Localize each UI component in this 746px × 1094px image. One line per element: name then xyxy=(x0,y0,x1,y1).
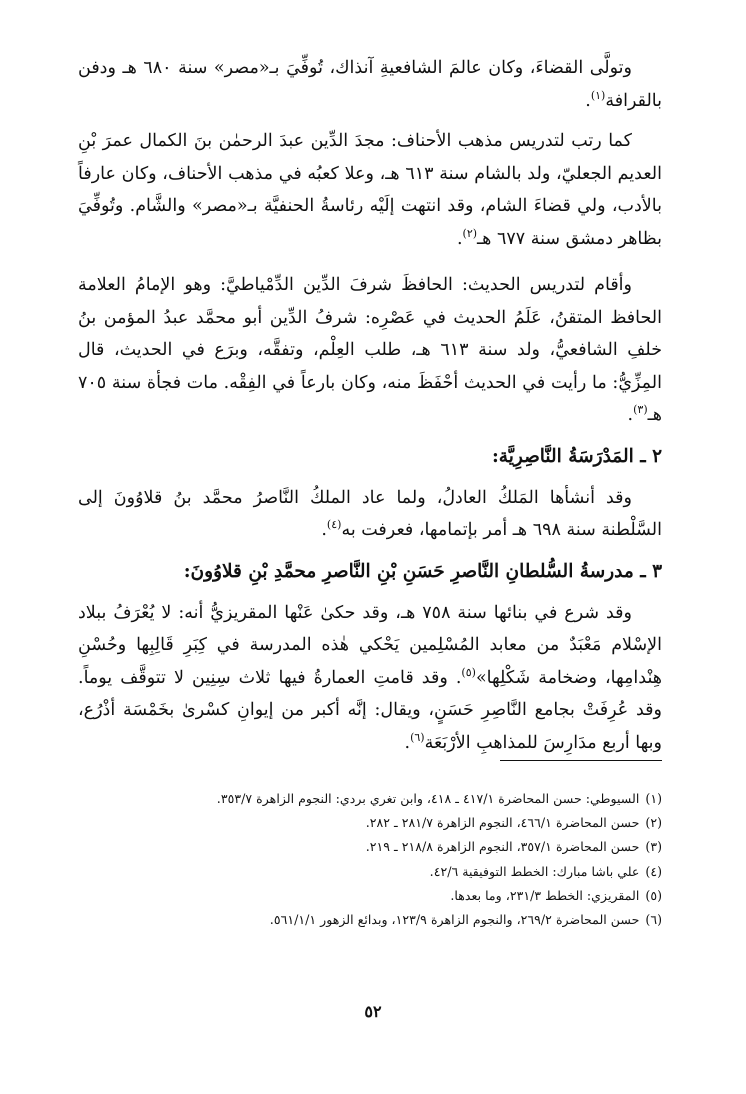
footnote-ref-3[interactable]: (٣) xyxy=(633,403,648,417)
footnote-2 xyxy=(78,811,662,835)
footnote-text: السيوطي: حسن المحاضرة ٤١٧/١ ـ ٤١٨، وابن تغري بردي: النجوم الزاهرة ٣٥٣/٧. xyxy=(216,791,640,806)
paragraph-tail: . xyxy=(321,520,327,540)
footnote-number: (٤) xyxy=(645,863,662,879)
footnote-number: (٥) xyxy=(645,887,662,903)
paragraph-text: كما رتب لتدريس مذهب الأحناف: مجدَ الدِّين عبدَ الرحمٰن بنَ الكمال عمرَ بْنِ العديم الجعليّ، ولد بالشام سنة ٦١٣ هـ، وعلا كعبُه في مذهب الأحناف، وكان عارفاً بالأدب، ولي قضاءَ الشام، وقد انتهت إلَيْه رئاسةُ الحنفيَّة بـ«مصر» والشَّام. وتُوفِّيَ بظاهر دمشق سنة ٦٧٧ هـ xyxy=(78,131,662,249)
footnote-number: (٣) xyxy=(645,839,662,855)
footnote-number: (١) xyxy=(645,791,662,806)
paragraph-1 xyxy=(78,52,662,117)
footnote-ref-2[interactable]: (٢) xyxy=(462,226,478,240)
footnote-5 xyxy=(78,884,662,908)
footnote-ref-6[interactable]: (٦) xyxy=(410,730,425,744)
paragraph-text: وقد أنشأها المَلكُ العادلُ، ولما عاد الملكُ النَّاصرُ محمَّد بنُ قلاوُونَ إلى السَّلْطنة سنة ٦٩٨ هـ أمر بإتمامها، فعرفت به xyxy=(78,487,662,540)
paragraph-2 xyxy=(78,125,662,255)
paragraph-text: وتولَّى القضاءَ، وكان عالمَ الشافعيةِ آنذاك، تُوفِّيَ بـ«مصر» سنة ٦٨٠ هـ ودفن بالقرافة xyxy=(78,58,662,111)
paragraph-tail: . xyxy=(404,732,411,753)
footnote-text: حسن المحاضرة ٣٥٧/١، النجوم الزاهرة ٢١٨/٨ ـ ٢١٩. xyxy=(365,839,640,855)
footnote-number: (٦) xyxy=(645,912,662,928)
footnotes xyxy=(78,787,662,932)
section-heading-2: ٢ ـ المَدْرَسَةُ النَّاصِرِيَّة: xyxy=(491,445,662,467)
footnote-text: حسن المحاضرة ٢٦٩/٢، والنجوم الزاهرة ١٢٣/٩، وبدائع الزهور ٥٦١/١/١. xyxy=(269,912,640,928)
paragraph-4 xyxy=(78,482,662,547)
paragraph-text: وأقام لتدريس الحديث: الحافظَ شرفَ الدِّين الدِّمْياطيَّ: وهو الإمامُ العلامة الحافظ المتقنُ، عَلَمُ الحديث في عَصْرِه: شرفُ الدِّين أبو محمَّد عبدُ المؤمن بنُ خلفِ الشافعيُّ، ولد سنة ٦١٣ هـ، طلب العِلْم، وتفقَّه، وبرَع في الحديث، قال المِزِّيُّ: ما رأيت في الحديث أحْفَظَ منه، وكان بارعاً في الفِقْه. مات فجأة سنة ٧٠٥ هـ xyxy=(78,275,663,425)
paragraph-5 xyxy=(78,597,662,760)
footnote-text: المقريزي: الخطط ٢٣١/٣، وما بعدها. xyxy=(450,887,640,903)
footnote-number: (٢) xyxy=(645,815,662,831)
footnote-divider xyxy=(500,760,662,761)
footnote-ref-1[interactable]: (١) xyxy=(590,88,606,102)
footnote-6 xyxy=(78,908,662,932)
page-number: ٥٢ xyxy=(364,1002,382,1021)
paragraph-tail: . xyxy=(585,90,591,111)
footnote-ref-5[interactable]: (٥) xyxy=(461,665,476,679)
paragraph-3 xyxy=(78,269,662,432)
section-heading-3: ٣ ـ مدرسةُ السُّلطانِ النَّاصرِ حَسَنِ بْنِ النَّاصرِ محمَّدِ بْنِ قلاوُونَ: xyxy=(183,560,662,582)
footnote-text: علي باشا مبارك: الخطط التوفيقية ٤٢/٦. xyxy=(429,863,640,879)
footnote-text: حسن المحاضرة ٤٦٦/١، النجوم الزاهرة ٢٨١/٧ ـ ٢٨٢. xyxy=(365,815,640,831)
paragraph-tail: . xyxy=(456,228,463,249)
paragraph-tail: . xyxy=(627,405,634,425)
footnote-3 xyxy=(78,835,662,859)
footnote-1 xyxy=(78,787,662,811)
footnote-4 xyxy=(78,860,662,884)
paragraph-text: . وقد قامتِ العمارةُ فيها ثلاث سِنِين لا تتوقَّف يوماً. وقد عُرِفَتْ بجامع النَّاصِرِ حَسَنٍ، ويقال: إنَّه أكبر من إيوانِ كسْرىٰ بخَمْسَة أذْرُع، وبها أربع مدَارِسَ للمذاهبِ الأرْبَعَة xyxy=(78,667,662,753)
paragraph-text: وقد شرع في بنائها سنة ٧٥٨ هـ، وقد حكىٰ عَنْها المقريزيُّ أنه: لا يُعْرَفُ ببلاد الإسْلام مَعْبَدٌ من معابد المُسْلِمين يَحْكي هٰذه المدرسة في كِبَرِ قَالِبِها وحُسْنِ هِنْدامِها، وضخامة شَكْلِها» xyxy=(78,602,662,688)
footnote-ref-4[interactable]: (٤) xyxy=(326,518,342,532)
